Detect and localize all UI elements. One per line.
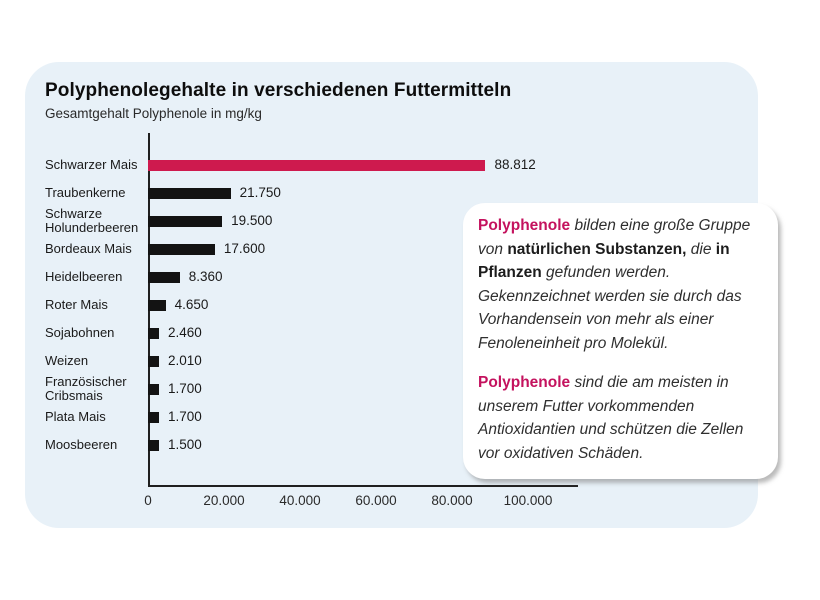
category-label: Französischer Cribsmais [45,374,127,403]
category-label: Plata Mais [45,409,106,424]
chart-subtitle: Gesamtgehalt Polyphenole in mg/kg [45,106,262,121]
x-tick-label: 60.000 [355,493,397,508]
category-label: Roter Mais [45,297,108,312]
category-label: Sojabohnen [45,325,115,340]
value-label: 1.700 [168,381,202,396]
x-tick-label: 40.000 [279,493,321,508]
category-label: Weizen [45,353,89,368]
value-label: 8.360 [188,269,223,284]
category-label: Heidelbeeren [45,269,123,284]
info-text-segment: gefunden werden. Gekennzeichnet werden sie durch das Vorhandensein von mehr als einer Fenoleneinheit pro Molekül. [478,264,742,352]
category-label: Moosbeeren [45,437,118,452]
info-paragraph [478,214,763,355]
x-tick-label: 80.000 [431,493,473,508]
brand-term: Polyphenole [478,374,571,391]
x-tick-label: 100.000 [503,493,553,508]
category-label: Schwarzer Mais [45,157,138,172]
value-label: 19.500 [231,213,273,228]
info-text-segment: natürlichen Substanzen, [507,240,687,258]
info-text-segment: sind die am meisten in unserem Futter vorkommenden Antioxidantien und schützen die Zellen vor oxidativen Schäden. [478,374,744,462]
chart-title: Polyphenolegehalte in verschiedenen Futtermitteln [45,80,512,101]
info-paragraph [478,371,763,465]
category-label: Traubenkerne [45,185,126,200]
value-label: 4.650 [174,297,209,312]
value-label: 17.600 [223,241,266,256]
value-label: 2.010 [168,353,202,368]
value-label: 1.700 [168,409,202,424]
info-text-segment: bilden eine große Gruppe von [478,217,751,258]
value-label: 21.750 [239,185,281,200]
value-label: 88.812 [494,157,536,172]
x-tick-label: 20.000 [203,493,245,508]
x-tick-label: 0 [144,493,152,508]
brand-term: Polyphenole [478,217,571,234]
category-label: Bordeaux Mais [45,241,132,256]
value-label: 2.460 [168,325,202,340]
category-label: Schwarze Holunderbeeren [45,206,139,235]
info-box [463,203,778,479]
info-text-segment: die [686,240,716,258]
value-label: 1.500 [168,437,202,452]
info-text-segment: in Pflanzen [478,240,730,281]
